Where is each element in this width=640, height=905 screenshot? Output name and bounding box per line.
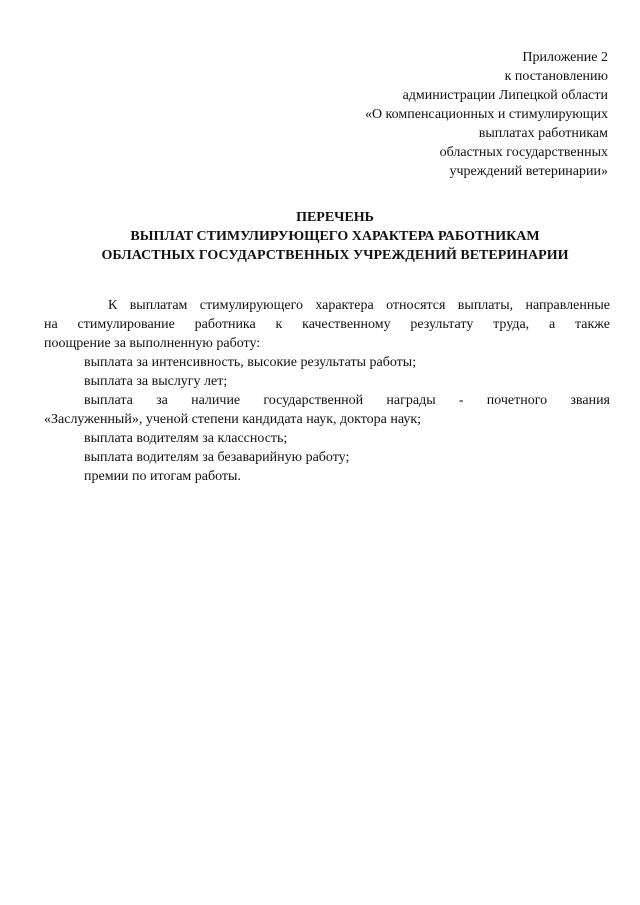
appendix-line: администрации Липецкой области xyxy=(402,88,608,103)
intro-line: К выплатам стимулирующего характера относятся выплаты, направленные xyxy=(108,298,610,313)
appendix-header xyxy=(268,48,608,181)
appendix-line: «О компенсационных и стимулирующих xyxy=(364,107,608,122)
appendix-line: к постановлению xyxy=(504,69,608,84)
title-line: ПЕРЕЧЕНЬ xyxy=(296,210,374,225)
intro-line: на стимулирование работника к качественному результату труда, а также xyxy=(44,317,610,332)
list-item: премии по итогам работы. xyxy=(84,469,241,484)
appendix-line: учреждений ветеринарии» xyxy=(449,164,608,179)
appendix-line: областных государственных xyxy=(439,145,608,160)
list-item: выплата за наличие государственной награды - почетного звания xyxy=(84,393,610,408)
list-item: выплата за интенсивность, высокие результаты работы; xyxy=(84,355,417,370)
intro-line: поощрение за выполненную работу: xyxy=(44,336,261,351)
title-line: ОБЛАСТНЫХ ГОСУДАРСТВЕННЫХ УЧРЕЖДЕНИЙ ВЕТЕРИНАРИИ xyxy=(101,248,569,263)
appendix-line: Приложение 2 xyxy=(522,50,608,65)
list-item: выплата водителям за классность; xyxy=(84,431,288,446)
list-item: выплата водителям за безаварийную работу; xyxy=(84,450,350,465)
list-item: выплата за выслугу лет; xyxy=(84,374,228,389)
document-body xyxy=(44,296,610,486)
appendix-line: выплатах работникам xyxy=(478,126,608,141)
title-line: ВЫПЛАТ СТИМУЛИРУЮЩЕГО ХАРАКТЕРА РАБОТНИКАМ xyxy=(130,229,540,244)
document-title xyxy=(40,208,630,265)
list-item-continuation: «Заслуженный», ученой степени кандидата наук, доктора наук; xyxy=(44,412,422,427)
